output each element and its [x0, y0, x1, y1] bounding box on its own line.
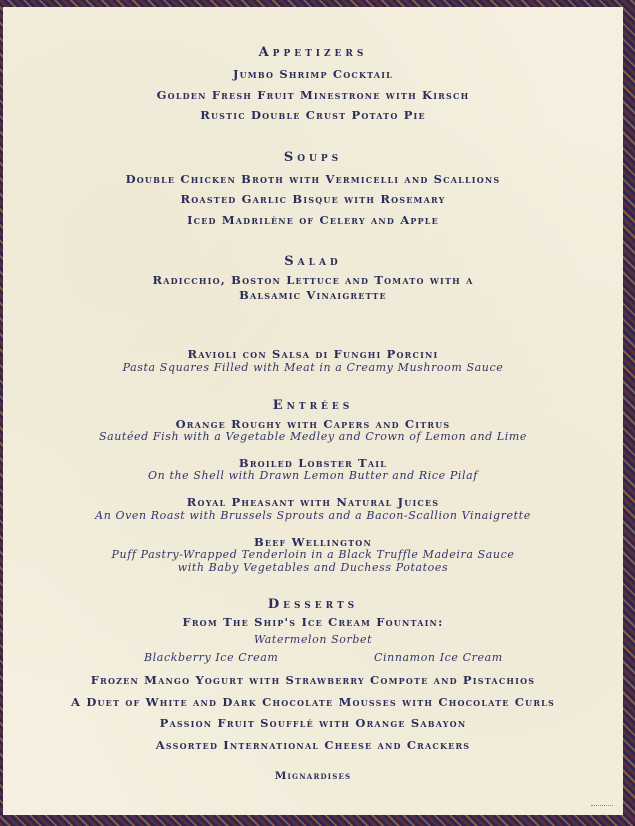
soup-item: Roasted Garlic Bisque with Rosemary — [180, 192, 446, 206]
entree-description: An Oven Roast with Brussels Sprouts and a Bacon-Scallion Vinaigrette — [95, 509, 531, 522]
ice-cream-left: Blackberry Ice Cream — [144, 651, 279, 664]
pasta-description: Pasta Squares Filled with Meat in a Creamy Mushroom Sauce — [122, 361, 504, 374]
soups-heading: Soups — [283, 150, 343, 165]
salad-line-1: Radicchio, Boston Lettuce and Tomato with a — [152, 273, 474, 287]
entree-description-continued: with Baby Vegetables and Duchess Potatoes — [177, 561, 449, 574]
dessert-item: Frozen Mango Yogurt with Strawberry Compote and Pistachios — [90, 673, 536, 687]
salad-line-2: Balsamic Vinaigrette — [239, 288, 387, 302]
entree-description: Puff Pastry-Wrapped Tenderloin in a Black Truffle Madeira Sauce — [111, 548, 515, 561]
desserts-heading: Desserts — [267, 597, 359, 612]
entree-description: Sautéed Fish with a Vegetable Medley and Crown of Lemon and Lime — [98, 430, 528, 443]
pasta-name: Ravioli con Salsa di Funghi Porcini — [187, 347, 439, 361]
salad-heading: Salad — [284, 254, 342, 269]
ice-cream-fountain: From The Ship's Ice Cream Fountain: — [182, 615, 444, 629]
dessert-item: Assorted International Cheese and Crackers — [155, 738, 471, 752]
soup-item: Iced Madrilène of Celery and Apple — [187, 213, 439, 227]
sorbet-item: Watermelon Sorbet — [253, 633, 373, 646]
menu-paper — [3, 7, 623, 815]
dessert-item: A Duet of White and Dark Chocolate Mousses with Chocolate Curls — [71, 695, 555, 709]
appetizer-item: Jumbo Shrimp Cocktail — [232, 67, 394, 81]
entree-name: Orange Roughy with Capers and Citrus — [175, 417, 451, 431]
menu-content — [3, 7, 623, 815]
entree-name: Broiled Lobster Tail — [238, 456, 388, 470]
entree-description: On the Shell with Drawn Lemon Butter and Rice Pilaf — [148, 469, 478, 482]
entree-name: Beef Wellington — [254, 535, 372, 549]
mignardises: Mignardises — [274, 770, 352, 782]
entree-name: Royal Pheasant with Natural Juices — [186, 495, 440, 509]
ice-cream-right: Cinnamon Ice Cream — [374, 651, 503, 664]
appetizer-item: Rustic Double Crust Potato Pie — [200, 108, 426, 122]
page-mark — [591, 805, 613, 812]
appetizer-item: Golden Fresh Fruit Minestrone with Kirsch — [156, 88, 470, 102]
entrees-heading: Entrées — [272, 398, 354, 413]
appetizers-heading: Appetizers — [258, 45, 368, 60]
dessert-item: Passion Fruit Soufflé with Orange Sabayon — [159, 716, 467, 730]
soup-item: Double Chicken Broth with Vermicelli and Scallions — [125, 172, 501, 186]
